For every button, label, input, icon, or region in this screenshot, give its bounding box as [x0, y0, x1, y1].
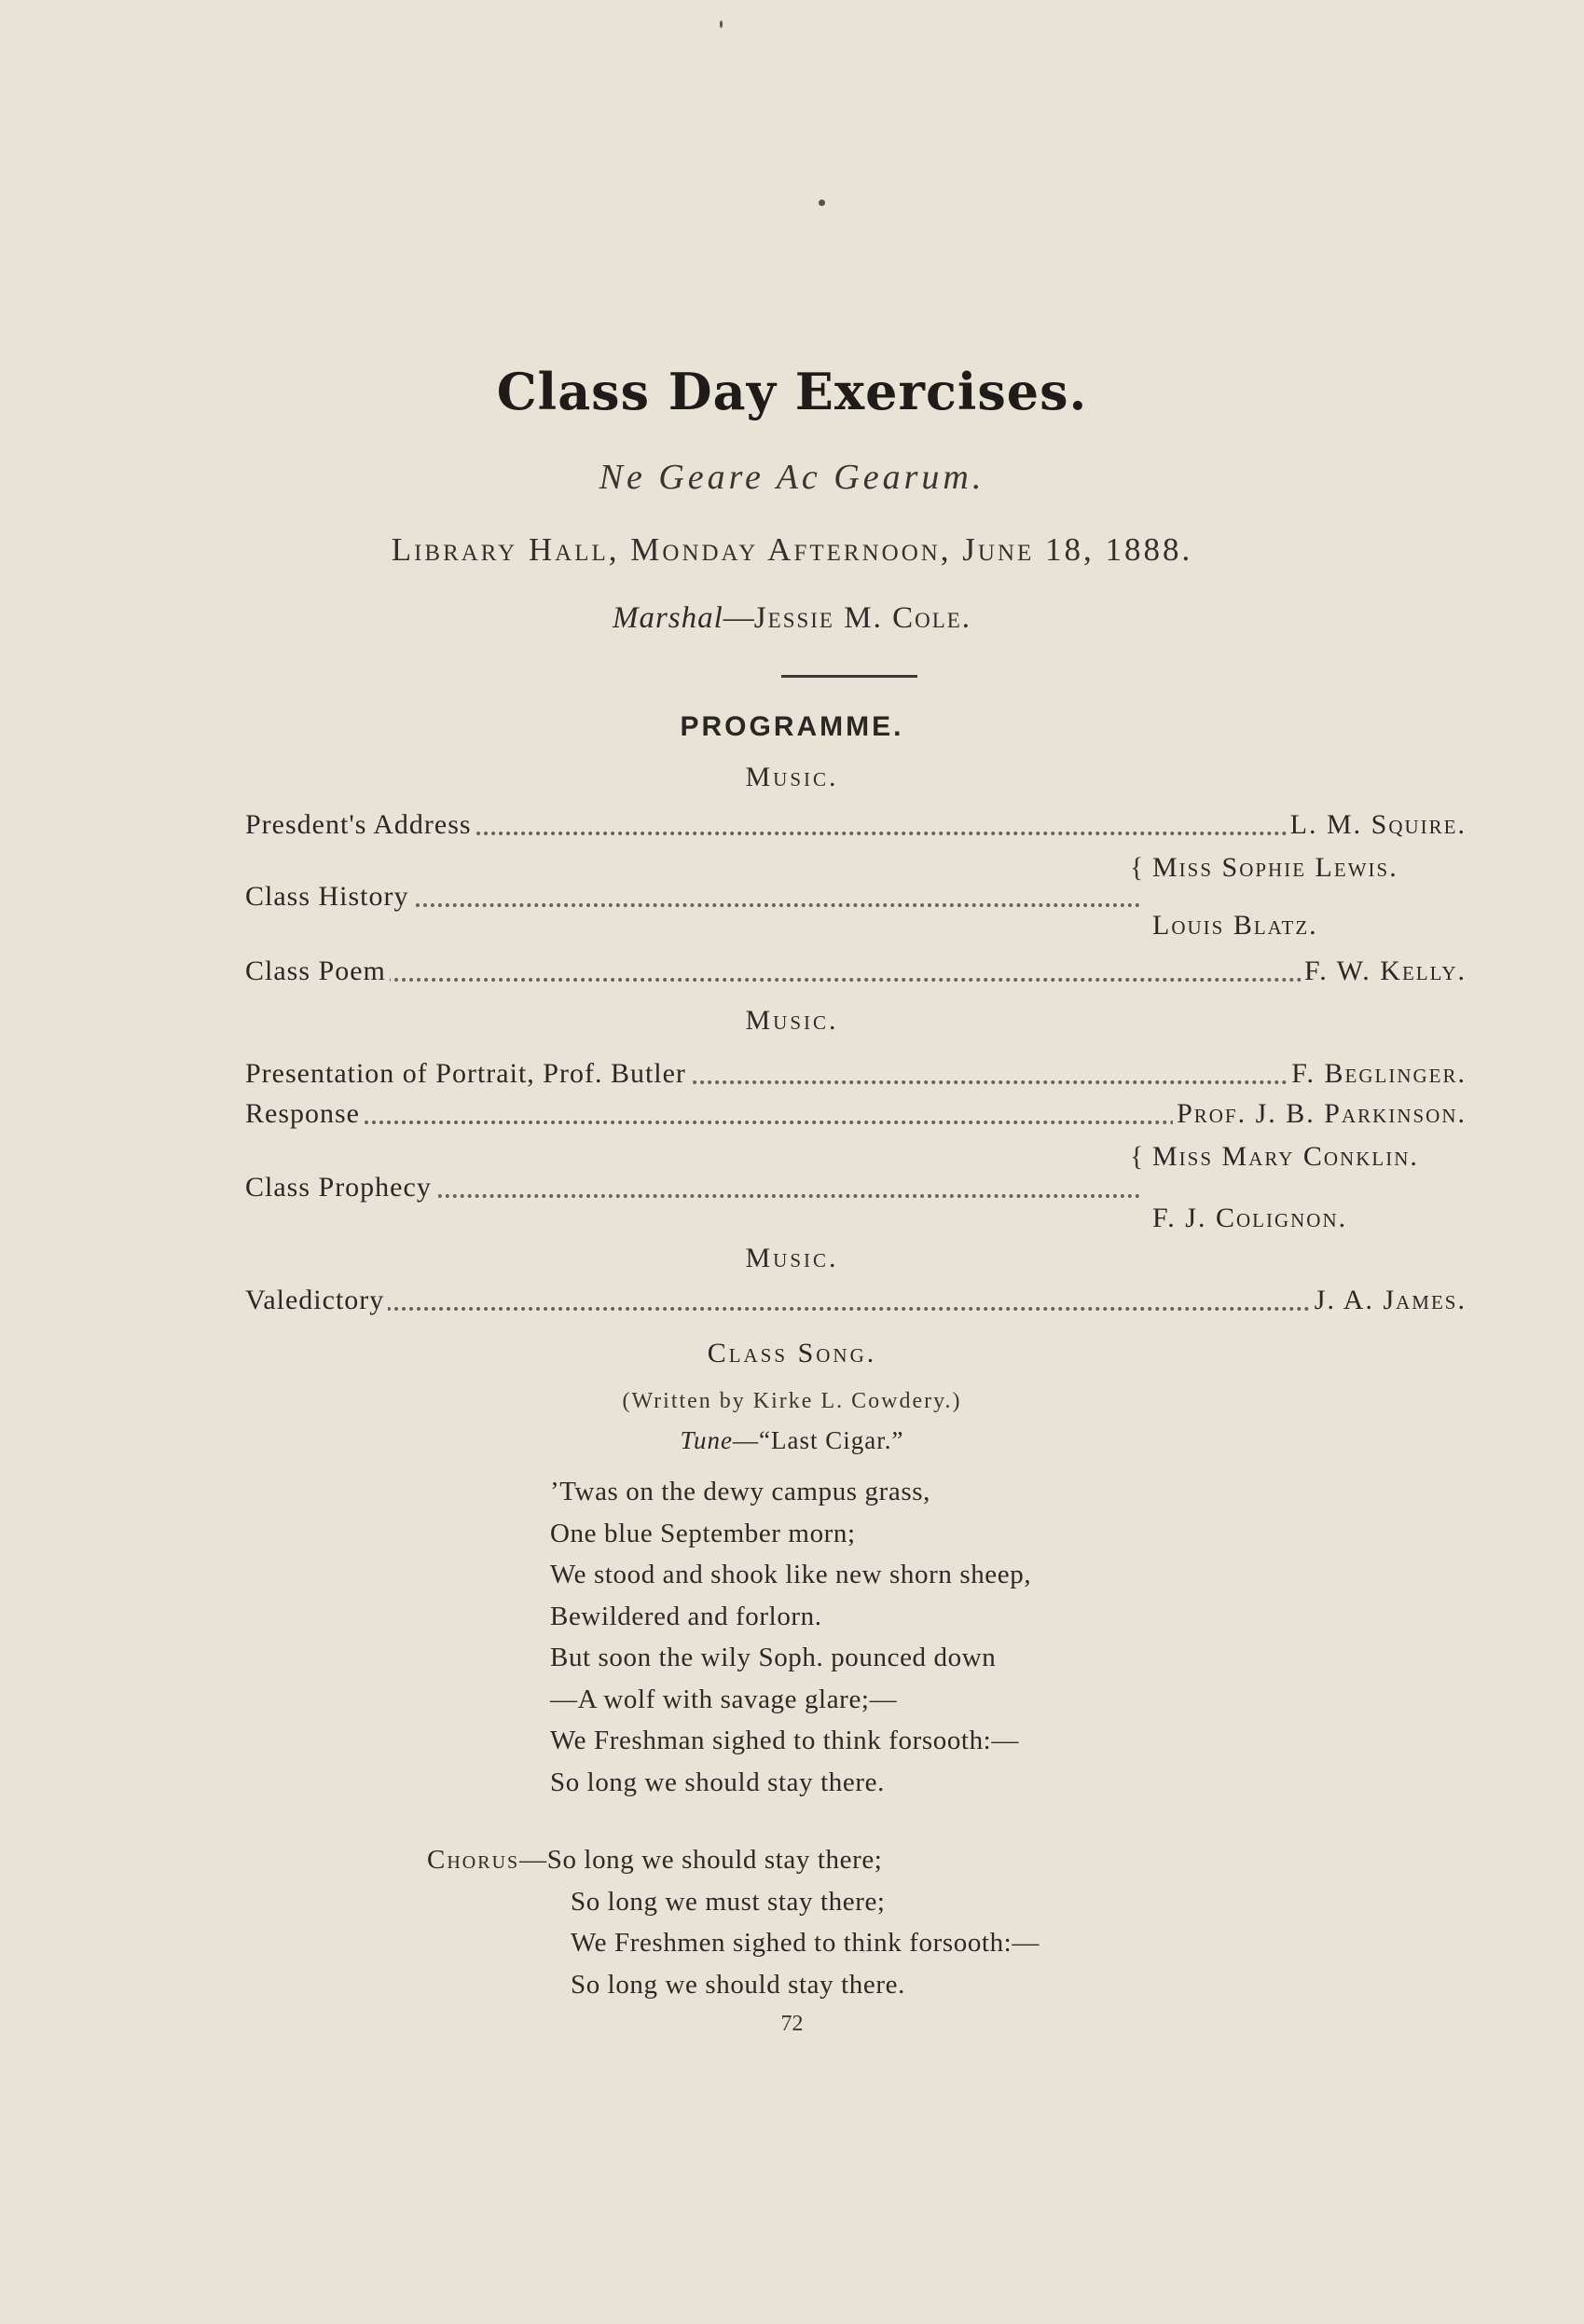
programme-performer: L. M. Squire.: [1287, 809, 1467, 841]
song-tune: [0, 1426, 1584, 1455]
programme-row: [245, 809, 1467, 846]
programme-performer: J. A. James.: [1311, 1285, 1467, 1316]
verse-line: So long we should stay there.: [550, 1767, 885, 1797]
programme-row: [245, 956, 1467, 993]
song-chorus: [427, 1839, 1040, 2005]
programme-performer: F. Beglinger.: [1288, 1058, 1467, 1090]
verse-line: —A wolf with savage glare;—: [550, 1684, 898, 1714]
verse-line: But soon the wily Soph. pounced down: [550, 1643, 997, 1672]
chorus-label: Chorus: [427, 1845, 520, 1875]
ink-speck: [819, 199, 825, 206]
programme-item: Valedictory: [245, 1285, 388, 1316]
venue-line: Library Hall, Monday Afternoon, June 18, 1888.: [391, 531, 1193, 568]
verse-line: We stood and shook like new shorn sheep,: [550, 1560, 1032, 1589]
marshal-dash: —: [723, 601, 754, 635]
song-title: Class Song.: [707, 1338, 877, 1368]
programme-heading: PROGRAMME.: [680, 711, 904, 742]
programme-item: Class Prophecy: [245, 1172, 435, 1203]
divider-rule: [781, 675, 917, 678]
chorus-line: We Freshmen sighed to think forsooth:—: [571, 1928, 1040, 1958]
ink-speck: [720, 21, 723, 28]
programme-item: Presdent's Address: [245, 809, 475, 841]
programme-row: [245, 1172, 1140, 1209]
verse-line: ’Twas on the dewy campus grass,: [550, 1477, 930, 1506]
programme-item: Presentation of Portrait, Prof. Butler: [245, 1058, 690, 1090]
programme-row: [245, 1098, 1467, 1135]
leader-dots: [245, 978, 1467, 982]
page-number: 72: [780, 2012, 804, 2036]
song-verse: [550, 1471, 1031, 1803]
programme-item: Response: [245, 1098, 364, 1130]
programme-item: Class History: [245, 881, 413, 913]
brace: {: [1130, 1141, 1144, 1172]
marshal-name: Jessie M. Cole.: [753, 601, 972, 635]
programme-performer: Miss Mary Conklin.: [1152, 1141, 1419, 1172]
music-interlude: Music.: [745, 1243, 839, 1273]
motto: Ne Geare Ac Gearum.: [599, 458, 985, 497]
verse-line: One blue September morn;: [550, 1518, 856, 1548]
marshal-line: [0, 601, 1584, 636]
verse-line: We Freshman sighed to think forsooth:—: [550, 1726, 1019, 1755]
programme-row: [245, 1058, 1467, 1095]
programme-performer: F. J. Colignon.: [1152, 1203, 1348, 1233]
chorus-line: So long we should stay there.: [571, 1969, 905, 2000]
programme-row: [245, 1285, 1467, 1322]
programme-item: Class Poem: [245, 956, 390, 987]
music-interlude: Music.: [745, 1005, 839, 1036]
programme-performer: Miss Sophie Lewis.: [1152, 852, 1398, 883]
programme-performer: Prof. J. B. Parkinson.: [1173, 1098, 1467, 1130]
programme-row: [245, 881, 1140, 918]
chorus-line: So long we must stay there;: [571, 1886, 886, 1917]
programme-performer: F. W. Kelly.: [1301, 956, 1467, 987]
programme-performer: Louis Blatz.: [1152, 910, 1318, 941]
verse-line: Bewildered and forlorn.: [550, 1601, 822, 1631]
chorus-line: —So long we should stay there;: [519, 1845, 883, 1875]
tune-label: Tune: [680, 1426, 734, 1454]
brace: {: [1130, 852, 1144, 883]
song-credit: (Written by Kirke L. Cowdery.): [622, 1389, 962, 1413]
page-title: Class Day Exercises.: [496, 362, 1088, 421]
music-interlude: Music.: [745, 762, 839, 792]
leader-dots: [245, 1307, 1467, 1311]
tune-name: —“Last Cigar.”: [733, 1426, 904, 1454]
marshal-label: Marshal: [612, 601, 723, 635]
